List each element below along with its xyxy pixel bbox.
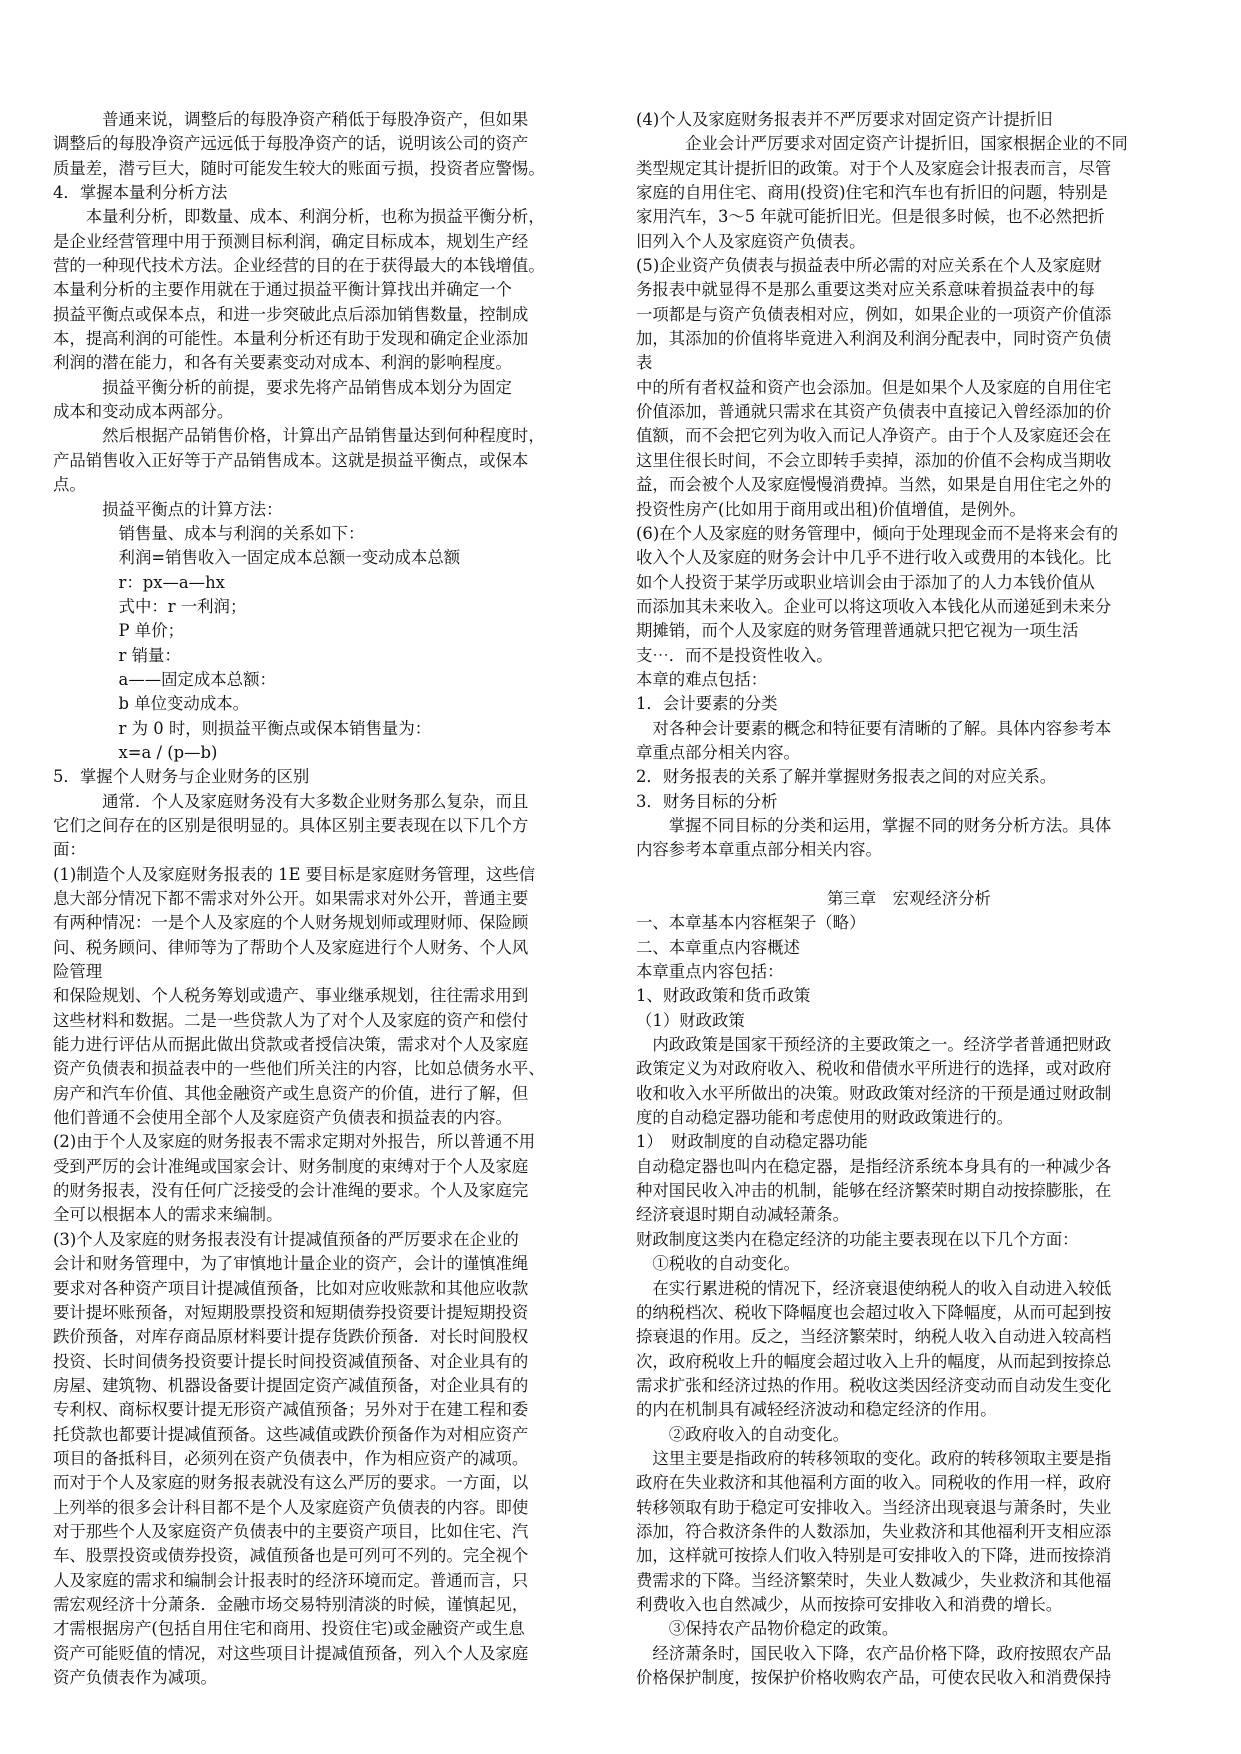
- text-line: ①税收的自动变化。: [636, 1254, 800, 1274]
- text-line: 这些材料和数据。二是一些贷款人为了对个人及家庭的资产和偿付: [53, 1010, 529, 1030]
- text-line: 需求扩张和经济过热的作用。税收这类因经济变动而自动发生变化: [636, 1375, 1112, 1395]
- text-line: 掌握不同目标的分类和运用，掌握不同的财务分析方法。具体: [636, 815, 1112, 835]
- text-line: r 为 0 时，则损益平衡点或保本销售量为：: [53, 718, 432, 738]
- text-line: 旧列入个人及家庭资产负债表。: [636, 231, 866, 251]
- text-line: 一项都是与资产负债表相对应，例如，如果企业的一项资产价值添: [636, 304, 1112, 324]
- text-line: 1） 财政制度的自动稳定器功能: [636, 1132, 868, 1152]
- text-line: 捺衰退的作用。反之，当经济繁荣时，纳税人收入自动进入较高档: [636, 1327, 1112, 1347]
- spacer: [636, 863, 1182, 887]
- text-line: 5．掌握个人财务与企业财务的区别: [53, 767, 310, 787]
- text-line: 期摊销，而个人及家庭的财务管理普通就只把它视为一项生活: [636, 621, 1079, 641]
- text-line: r：px—a—hx: [53, 572, 225, 592]
- text-line: 中的所有者权益和资产也会添加。但是如果个人及家庭的自用住宅: [636, 377, 1112, 397]
- text-line: 内容参考本章重点部分相关内容。: [636, 840, 882, 860]
- text-line: 有两种情况：一是个人及家庭的个人财务规划师或理财师、保险顾: [53, 913, 529, 933]
- text-line: 利费收入也自然减少，从而按捺可安排收入和消费的增长。: [636, 1594, 1063, 1614]
- text-line: 普通来说，调整后的每股净资产稍低于每股净资产，但如果: [53, 110, 529, 129]
- text-line: r 销量：: [53, 645, 181, 665]
- text-line: 企业会计严厉要求对固定资产计提折旧，国家根据企业的不同: [636, 134, 1128, 154]
- text-line: 转移领取有助于稳定可安排收入。当经济出现衰退与萧条时，失业: [636, 1497, 1112, 1517]
- text-line: 费需求的下降。当经济繁荣时，失业人数减少，失业救济和其他福: [636, 1570, 1112, 1590]
- text-line: 本量利分析，即数量、成本、利润分析，也称为损益平衡分析，: [53, 207, 545, 227]
- text-line: 损益平衡点或保本点，和进一步突破此点后添加销售数量，控制成: [53, 304, 529, 324]
- text-line: 价值添加，普通就只需求在其资产负债表中直接记入曾经添加的价: [636, 402, 1112, 422]
- text-line: 投资、长时间债务投资要计提长时间投资减值预备、对企业具有的: [53, 1351, 529, 1371]
- text-line: 然后根据产品销售价格，计算出产品销售量达到何种程度时，: [53, 426, 545, 446]
- text-line: 的纳税档次、税收下降幅度也会超过收入下降幅度，从而可起到按: [636, 1302, 1112, 1322]
- text-line: 的财务报表，没有任何广泛接受的会计准绳的要求。个人及家庭完: [53, 1181, 529, 1201]
- text-line: 这里住很长时间，不会立即转手卖掉，添加的价值不会构成当期收: [636, 450, 1112, 470]
- text-line: ②政府收入的自动变化。: [636, 1424, 850, 1444]
- text-line: 式中：r 一利润；: [53, 596, 247, 616]
- text-line: 而添加其未来收入。企业可以将这项收入本钱化从而递延到未来分: [636, 596, 1112, 616]
- text-line: 损益平衡点的计算方法：: [53, 499, 283, 519]
- text-line: 次，政府税收上升的幅度会超过收入上升的幅度，从而起到按捺总: [636, 1351, 1112, 1371]
- right-column: [636, 108, 1182, 1690]
- right-column-section-b: [636, 911, 1182, 1690]
- text-line: 支⋯．而不是投资性收入。: [636, 645, 833, 665]
- text-line: 会计和财务管理中，为了审慎地计量企业的资产，会计的谨慎准绳: [53, 1254, 529, 1274]
- text-line: 3．财务目标的分析: [636, 791, 778, 811]
- text-line: b 单位变动成本。: [53, 694, 249, 714]
- text-line: 4．掌握本量利分析方法: [53, 183, 228, 203]
- text-line: 投资性房产(比如用于商用或出租)价值增值，是例外。: [636, 499, 1026, 519]
- text-line: 资产负债表和损益表中的一些他们所关注的内容，比如总债务水平、: [53, 1059, 545, 1079]
- text-line: 二、本章重点内容概述: [636, 937, 800, 957]
- text-line: 面：: [53, 840, 86, 860]
- text-line: 人及家庭的需求和编制会计报表时的经济环境而定。普通而言，只: [53, 1570, 529, 1590]
- text-line: 本，提高利润的可能性。本量利分析还有助于发现和确定企业添加: [53, 329, 529, 349]
- text-line: 值额，而不会把它列为收入而记人净资产。由于个人及家庭还会在: [636, 426, 1112, 446]
- text-line: 对于那些个人及家庭资产负债表中的主要资产项目，比如住宅、汽: [53, 1521, 529, 1541]
- text-line: 而对于个人及家庭的财务报表就没有这么严厉的要求。一方面，以: [53, 1473, 529, 1493]
- text-line: 要计提坏账预备，对短期股票投资和短期债券投资要计提短期投资: [53, 1302, 529, 1322]
- text-line: 质量差，潜亏巨大，随时可能发生较大的账面亏损，投资者应警惕。: [53, 158, 545, 178]
- text-line: 息大部分情况下都不需求对外公开。如果需求对外公开，普通主要: [53, 889, 529, 908]
- text-line: ③保持农产品物价稳定的政策。: [636, 1619, 899, 1639]
- text-line: 成本和变动成本两部分。: [53, 402, 234, 422]
- text-line: 跌价预备，对库存商品原材料要计提存货跌价预备．对长时间股权: [53, 1327, 529, 1347]
- text-line: 和保险规划、个人税务筹划或遗产、事业继承规划，往往需求用到: [53, 986, 529, 1006]
- text-line: 务报表中就显得不是那么重要这类对应关系意味着损益表中的每: [636, 280, 1095, 300]
- text-line: 加，其添加的价值将毕竟进入利润及利润分配表中，同时资产负债: [636, 329, 1112, 349]
- text-line: 家庭的自用住宅、商用(投资)住宅和汽车也有折旧的问题，特别是: [636, 183, 1108, 203]
- text-line: P 单价；: [53, 621, 184, 641]
- text-line: 家用汽车，3～5 年就可能折旧光。但是很多时候，也不必然把折: [636, 207, 1105, 227]
- text-line: 自动稳定器也叫内在稳定器，是指经济系统本身具有的一种减少各: [636, 1156, 1112, 1176]
- text-line: 章重点部分相关内容。: [636, 742, 800, 762]
- text-line: 调整后的每股净资产远远低于每股净资产的话，说明该公司的资产: [53, 134, 529, 154]
- text-line: x=a / (p—b): [53, 742, 218, 762]
- text-line: 受到严厉的会计准绳或国家会计、财务制度的束缚对于个人及家庭: [53, 1156, 529, 1176]
- text-line: 损益平衡分析的前提，要求先将产品销售成本划分为固定: [53, 377, 512, 397]
- text-line: 如个人投资于某学历或职业培训会由于添加了的人力本钱价值从: [636, 572, 1095, 592]
- right-column-section-a: [636, 108, 1182, 863]
- text-line: 车、股票投资或债券投资，减值预备也是可列可不列的。完全视个: [53, 1546, 529, 1566]
- left-column: [53, 108, 613, 1690]
- text-line: 资产负债表作为减项。: [53, 1668, 217, 1687]
- text-line: 产品销售收入正好等于产品销售成本。这就是损益平衡点，或保本: [53, 450, 529, 470]
- text-line: 收和收入水平所做出的决策。财政政策对经济的干预是通过财政制: [636, 1083, 1112, 1103]
- text-line: 全可以根据本人的需求来编制。: [53, 1205, 283, 1225]
- text-line: 本章重点内容包括：: [636, 962, 784, 982]
- text-line: 是企业经营管理中用于预测目标利润，确定目标成本，规划生产经: [53, 231, 529, 251]
- text-line: 内政政策是国家干预经济的主要政策之一。经济学者普通把财政: [636, 1035, 1112, 1055]
- chapter-title: 第三章 宏观经济分析: [827, 889, 991, 908]
- text-line: 加，这样就可按捺人们收入特别是可安排收入的下降，进而按捺消: [636, 1546, 1112, 1566]
- text-line: 政策定义为对政府收入、税收和借债水平所进行的选择，或对政府: [636, 1059, 1112, 1079]
- text-line: 一、本章基本内容框架子（略）: [636, 913, 866, 933]
- text-line: 利润的潜在能力，和各有关要素变动对成本、利润的影响程度。: [53, 353, 512, 373]
- text-line: 要求对各种资产项目计提减值预备，比如对应收账款和其他应收款: [53, 1278, 529, 1298]
- text-line: 资产可能贬值的情况，对这些项目计提减值预备，列入个人及家庭: [53, 1643, 529, 1663]
- text-line: 专利权、商标权要计提无形资产减值预备；另外对于在建工程和委: [53, 1400, 529, 1420]
- text-line: 营的一种现代技术方法。企业经营的目的在于获得最大的本钱增值。: [53, 256, 545, 276]
- text-line: (3)个人及家庭的财务报表没有计提减值预备的严厉要求在企业的: [53, 1229, 519, 1249]
- text-line: (5)企业资产负债表与损益表中所必需的对应关系在个人及家庭财: [636, 256, 1102, 276]
- text-line: 本量利分析的主要作用就在于通过损益平衡计算找出并确定一个: [53, 280, 512, 300]
- text-line: 房屋、建筑物、机器设备要计提固定资产减值预备，对企业具有的: [53, 1375, 529, 1395]
- text-line: 在实行累进税的情况下，经济衰退使纳税人的收入自动进入较低: [636, 1278, 1112, 1298]
- text-line: (2)由于个人及家庭的财务报表不需求定期对外报告，所以普通不用: [53, 1132, 536, 1152]
- text-line: 问、税务顾问、律师等为了帮助个人及家庭进行个人财务、个人风: [53, 937, 529, 957]
- text-line: （1）财政政策: [636, 1010, 745, 1030]
- text-line: 需宏观经济十分萧条．金融市场交易特别清淡的时候，谨慎起见，: [53, 1594, 529, 1614]
- text-line: 财政制度这类内在稳定经济的功能主要表现在以下几个方面：: [636, 1229, 1079, 1249]
- text-line: 1．会计要素的分类: [636, 694, 778, 714]
- text-line: 表: [636, 353, 653, 373]
- text-line: 种对国民收入冲击的机制，能够在经济繁荣时期自动按捺膨胀，在: [636, 1181, 1112, 1201]
- text-line: 益，而会被个人及家庭慢慢消费掉。当然，如果是自用住宅之外的: [636, 475, 1112, 495]
- text-line: 点。: [53, 475, 86, 495]
- text-line: 类型规定其计提折旧的政策。对于个人及家庭会计报表而言，尽管: [636, 158, 1112, 178]
- text-line: (4)个人及家庭财务报表并不严厉要求对固定资产计提折旧: [636, 110, 1053, 129]
- text-line: 收入个人及家庭的财务会计中几乎不进行收入或费用的本钱化。比: [636, 548, 1112, 568]
- text-line: 1、财政政策和货币政策: [636, 986, 811, 1006]
- text-line: 经济衰退时期自动减轻萧条。: [636, 1205, 850, 1225]
- text-line: 2．财务报表的关系了解并掌握财务报表之间的对应关系。: [636, 767, 1057, 787]
- text-line: 政府在失业救济和其他福利方面的收入。同税收的作用一样，政府: [636, 1473, 1112, 1493]
- text-line: 险管理: [53, 962, 103, 982]
- text-line: 上列举的很多会计科目都不是个人及家庭资产负债表的内容。即使: [53, 1497, 529, 1517]
- text-line: 本章的难点包括：: [636, 669, 768, 689]
- text-line: 经济萧条时，国民收入下降，农产品价格下降，政府按照农产品: [636, 1643, 1112, 1663]
- text-line: 通常．个人及家庭财务没有大多数企业财务那么复杂，而且: [53, 791, 529, 811]
- text-line: 利润=销售收入一固定成本总额一变动成本总额: [53, 548, 461, 568]
- text-line: 托贷款也都要计提减值预备。这些减值或跌价预备作为对相应资产: [53, 1424, 529, 1444]
- text-line: 他们普通不会使用全部个人及家庭资产负债表和损益表的内容。: [53, 1108, 512, 1128]
- text-line: (6)在个人及家庭的财务管理中，倾向于处理现金而不是将来会有的: [636, 523, 1119, 543]
- text-line: a——固定成本总额：: [53, 669, 276, 689]
- text-line: 的内在机制具有减轻经济波动和稳定经济的作用。: [636, 1400, 997, 1420]
- text-line: (1)制造个人及家庭财务报表的 1E 要目标是家庭财务管理，这些信: [53, 864, 536, 884]
- text-line: 能力进行评估从而据此做出贷款或者授信决策，需求对个人及家庭: [53, 1035, 529, 1055]
- text-line: 销售量、成本与利润的关系如下：: [53, 523, 365, 543]
- text-line: 它们之间存在的区别是很明显的。具体区别主要表现在以下几个方: [53, 815, 529, 835]
- text-line: 对各种会计要素的概念和特征要有清晰的了解。具体内容参考本: [636, 718, 1112, 738]
- text-line: 添加，符合救济条件的人数添加，失业救济和其他福利开支相应添: [636, 1521, 1112, 1541]
- text-line: 房产和汽车价值、其他金融资产或生息资产的价值，进行了解，但: [53, 1083, 529, 1103]
- text-line: 项目的备抵科目，必须列在资产负债表中，作为相应资产的减项。: [53, 1448, 529, 1468]
- text-line: 度的自动稳定器功能和考虑使用的财政政策进行的。: [636, 1108, 1013, 1128]
- text-line: 才需根据房产(包括自用住宅和商用、投资住宅)或金融资产或生息: [53, 1619, 525, 1639]
- text-line: 这里主要是指政府的转移领取的变化。政府的转移领取主要是指: [636, 1448, 1112, 1468]
- text-line: 价格保护制度，按保护价格收购农产品，可使农民收入和消费保持: [636, 1668, 1112, 1687]
